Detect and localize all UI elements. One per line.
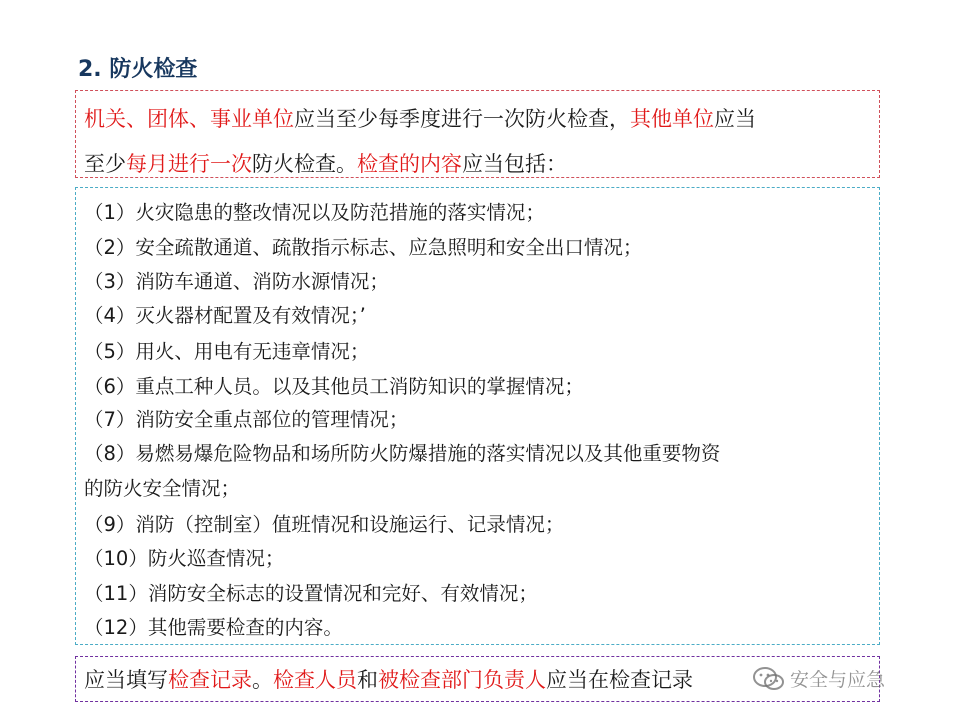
footer-line xyxy=(84,664,693,694)
intro-segment: 其他单位 xyxy=(630,107,714,131)
footer-segment: 应当在检查记录 xyxy=(546,668,693,692)
intro-segment: 防火检查。 xyxy=(252,152,357,176)
intro-segment: 检查的内容 xyxy=(357,152,462,176)
list-item: （12）其他需要检查的内容。 xyxy=(84,616,343,639)
footer-segment: 检查记录 xyxy=(168,668,252,692)
list-item: （10）防火巡查情况； xyxy=(84,547,285,570)
intro-segment: 应当包括： xyxy=(462,152,567,176)
list-item: （4）灭火器材配置及有效情况；’ xyxy=(84,304,366,327)
list-item: （1）火灾隐患的整改情况以及防范措施的落实情况； xyxy=(84,201,545,224)
intro-segment: 机关、团体、事业单位 xyxy=(84,107,294,131)
wechat-icon xyxy=(752,666,786,692)
footer-segment: 和 xyxy=(357,668,378,692)
section-title: 2. 防火检查 xyxy=(78,57,198,82)
list-item: （7）消防安全重点部位的管理情况； xyxy=(84,408,409,431)
footer-segment: 应当填写 xyxy=(84,668,168,692)
list-item: （11）消防安全标志的设置情况和完好、有效情况； xyxy=(84,582,538,605)
intro-segment: 应当 xyxy=(714,107,756,131)
list-item: 的防火安全情况； xyxy=(84,477,241,500)
intro-line-1 xyxy=(84,103,756,133)
list-item: （9）消防（控制室）值班情况和设施运行、记录情况； xyxy=(84,513,565,536)
list-item: （5）用火、用电有无违章情况； xyxy=(84,340,370,363)
watermark-text: 安全与应急 xyxy=(790,669,886,691)
intro-segment: 每月进行一次 xyxy=(126,152,252,176)
footer-segment: 被检查部门负责人 xyxy=(378,668,546,692)
list-item: （6）重点工种人员。以及其他员工消防知识的掌握情况； xyxy=(84,375,584,398)
list-item: （3）消防车通道、消防水源情况； xyxy=(84,270,389,293)
intro-line-2 xyxy=(84,148,567,178)
footer-segment: 检查人员 xyxy=(273,668,357,692)
footer-segment: 。 xyxy=(252,668,273,692)
intro-segment: 应当至少每季度进行一次防火检查， xyxy=(294,107,630,131)
list-item: （8）易燃易爆危险物品和场所防火防爆措施的落实情况以及其他重要物资 xyxy=(84,442,721,465)
watermark xyxy=(752,665,885,692)
list-item: （2）安全疏散通道、疏散指示标志、应急照明和安全出口情况； xyxy=(84,236,643,259)
intro-segment: 至少 xyxy=(84,152,126,176)
